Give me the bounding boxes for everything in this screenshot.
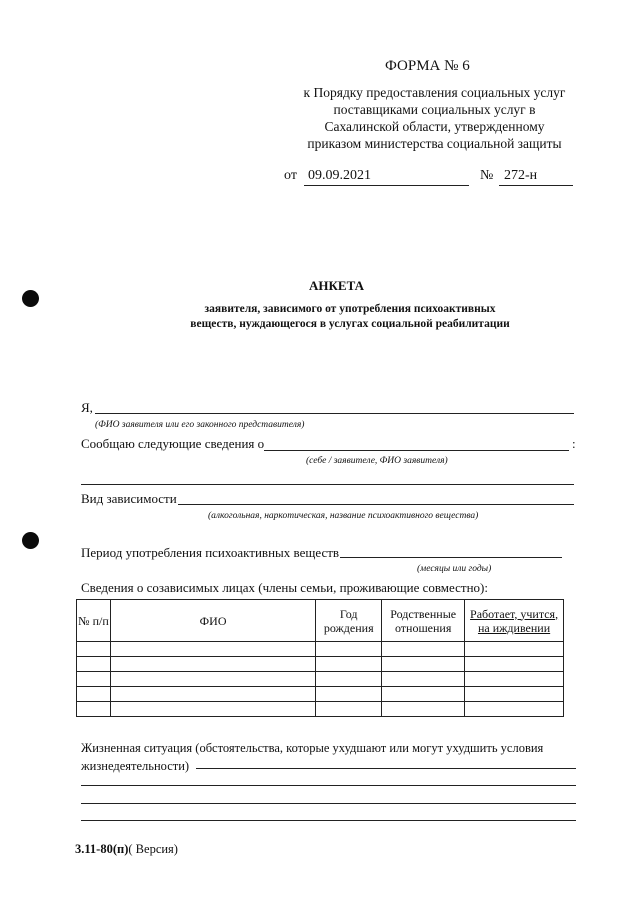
report-continuation-line[interactable]: [81, 484, 574, 485]
form-number-title: ФОРМА № 6: [385, 58, 470, 74]
date-prefix: от: [284, 168, 297, 183]
table-cell[interactable]: [382, 672, 465, 687]
life-situation-line[interactable]: [81, 803, 576, 804]
life-label-line: жизнедеятельности): [81, 759, 190, 773]
table-row: [77, 657, 564, 672]
number-prefix: №: [480, 168, 494, 183]
order-date[interactable]: 09.09.2021: [308, 168, 371, 183]
table-cell[interactable]: [77, 642, 111, 657]
table-cell[interactable]: [77, 657, 111, 672]
table-cell[interactable]: [77, 687, 111, 702]
table-cell[interactable]: [465, 687, 564, 702]
table-row: [77, 642, 564, 657]
table-cell[interactable]: [110, 687, 315, 702]
order-reference: [282, 84, 587, 152]
dependency-hint: (алкогольная, наркотическая, название психоактивного вещества): [208, 511, 479, 521]
table-row: [77, 702, 564, 717]
order-line: Сахалинской области, утвержденному: [324, 119, 545, 134]
order-date-row: [284, 168, 576, 188]
table-cell[interactable]: [316, 687, 382, 702]
period-label: Период употребления психоактивных веществ: [81, 545, 340, 560]
subtitle-line: веществ, нуждающегося в услугах социальной реабилитации: [190, 318, 510, 330]
header-occupation: Работает, учится, на иждивении: [465, 600, 564, 642]
header-number: № п/п: [77, 600, 111, 642]
report-label: Сообщаю следующие сведения о: [81, 436, 265, 451]
order-line: к Порядку предоставления социальных услуг: [303, 85, 566, 100]
table-cell[interactable]: [382, 657, 465, 672]
life-situation-label: [81, 739, 577, 775]
life-situation-line[interactable]: [81, 785, 576, 786]
table-cell[interactable]: [110, 642, 315, 657]
table-row: [77, 672, 564, 687]
life-label-line: Жизненная ситуация (обстоятельства, которые ухудшают или могут ухудшить условия: [81, 741, 544, 755]
table-cell[interactable]: [465, 672, 564, 687]
code-number: 3.11-80(п): [75, 842, 129, 856]
order-line: приказом министерства социальной защиты: [307, 136, 562, 151]
table-row: [77, 687, 564, 702]
header-fio: ФИО: [110, 600, 315, 642]
questionnaire-subtitle: [60, 302, 633, 332]
table-cell[interactable]: [382, 687, 465, 702]
dependency-label: Вид зависимости: [81, 491, 177, 506]
life-situation-line[interactable]: [81, 820, 576, 821]
document-code: [75, 842, 178, 857]
table-cell[interactable]: [77, 702, 111, 717]
i-label: Я,: [81, 400, 93, 415]
header-birth-year: Год рождения: [316, 600, 382, 642]
table-cell[interactable]: [316, 657, 382, 672]
table-cell[interactable]: [465, 657, 564, 672]
report-colon: :: [572, 436, 576, 451]
order-line: поставщиками социальных услуг в: [333, 102, 536, 117]
questionnaire-title: АНКЕТА: [308, 278, 364, 293]
table-cell[interactable]: [110, 657, 315, 672]
relatives-table: [76, 599, 564, 717]
period-hint: (месяцы или годы): [417, 564, 492, 574]
i-hint: (ФИО заявителя или его законного представителя): [95, 420, 305, 430]
punch-hole-bottom: [22, 532, 39, 549]
table-cell[interactable]: [316, 642, 382, 657]
code-version: ( Версия): [128, 842, 178, 856]
table-cell[interactable]: [77, 672, 111, 687]
life-situation-field[interactable]: [196, 768, 576, 769]
relatives-label: Сведения о созависимых лицах (члены семьи, проживающие совместно):: [81, 580, 488, 595]
dependency-field[interactable]: [178, 504, 574, 505]
table-cell[interactable]: [110, 672, 315, 687]
table-cell[interactable]: [382, 642, 465, 657]
table-cell[interactable]: [110, 702, 315, 717]
report-hint: (себе / заявителе, ФИО заявителя): [306, 456, 448, 466]
number-underline: [499, 185, 573, 186]
table-cell[interactable]: [316, 672, 382, 687]
subtitle-line: заявителя, зависимого от употребления психоактивных: [204, 303, 496, 315]
table-cell[interactable]: [316, 702, 382, 717]
header-relation: Родственные отношения: [382, 600, 465, 642]
date-underline: [304, 185, 469, 186]
period-field[interactable]: [340, 557, 562, 558]
table-cell[interactable]: [382, 702, 465, 717]
applicant-name-field[interactable]: [95, 413, 574, 414]
table-cell[interactable]: [465, 702, 564, 717]
order-number[interactable]: 272-н: [504, 168, 538, 183]
table-cell[interactable]: [465, 642, 564, 657]
report-about-field[interactable]: [264, 450, 569, 451]
